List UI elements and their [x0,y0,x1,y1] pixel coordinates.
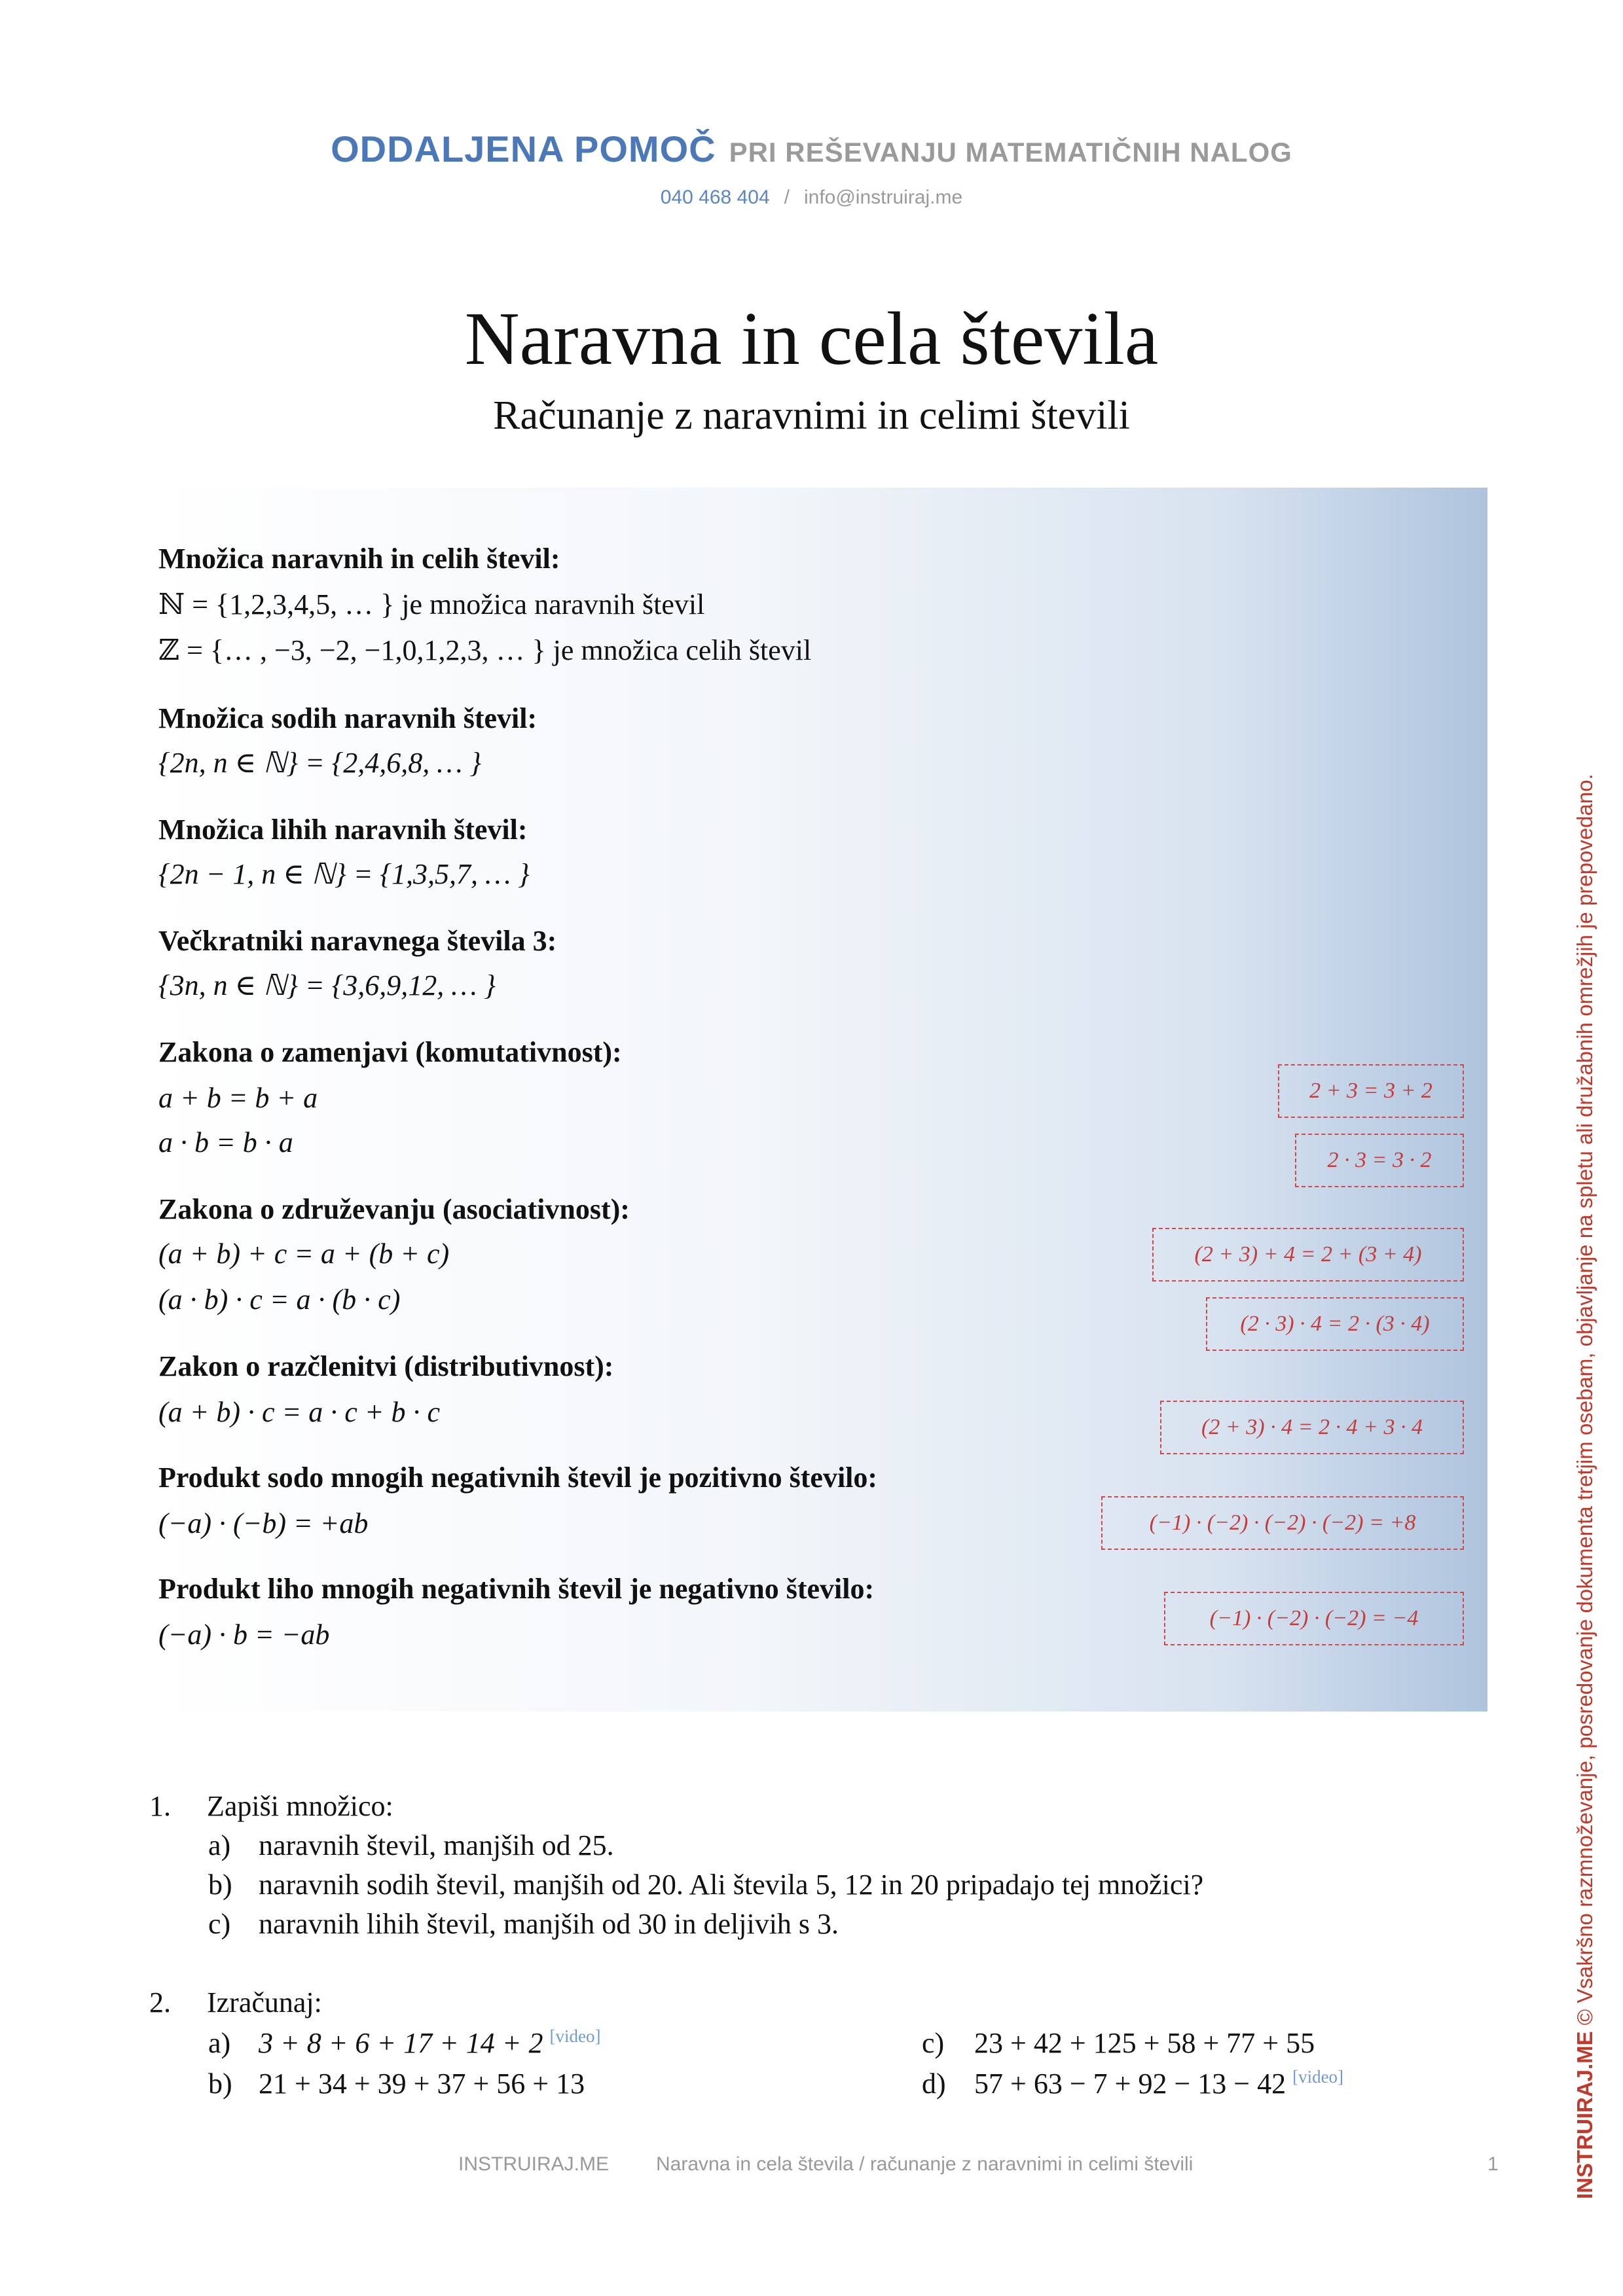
section-heading: Produkt sodo mnogih negativnih števil je pozitivno število: [158,1462,878,1494]
section-line: {2n, n ∈ ℕ} = {2,4,6,8, … } [158,747,482,779]
exercise-item-label: b) [208,2068,232,2100]
section-line: (−a) · b = −ab [158,1619,330,1651]
exercise-item-text: 23 + 42 + 125 + 58 + 77 + 55 [974,2027,1315,2059]
section-line: ℤ = {… , −3, −2, −1,0,1,2,3, … } je množica celih števil [158,634,812,666]
section-heading: Produkt liho mnogih negativnih števil je negativno število: [158,1573,875,1605]
exercise-instruction: Zapiši množico: [207,1790,393,1822]
example-box: 2 · 3 = 3 · 2 [1295,1134,1464,1187]
header-title-sub: PRI REŠEVANJU MATEMATIČNIH NALOG [729,137,1292,168]
footer-brand[interactable]: INSTRUIRAJ.ME [458,2153,610,2175]
exercise-instruction: Izračunaj: [207,1986,322,2018]
section-line: {2n − 1, n ∈ ℕ} = {1,3,5,7, … } [158,858,530,890]
example-box: (−1) · (−2) · (−2) · (−2) = +8 [1101,1496,1464,1550]
example-box: 2 + 3 = 3 + 2 [1278,1064,1464,1118]
copyright-notice [1573,774,1618,2199]
exercise-item-label: b) [208,1869,232,1901]
exercise-item-text: naravnih števil, manjših od 25. [259,1829,614,1861]
example-box: (−1) · (−2) · (−2) = −4 [1164,1592,1464,1645]
copyright-brand: INSTRUIRAJ.ME [1573,2031,1597,2199]
section-heading: Zakona o zamenjavi (komutativnost): [158,1036,622,1068]
exercise-item-text: 21 + 34 + 39 + 37 + 56 + 13 [259,2068,585,2100]
exercise-item-text: naravnih lihih števil, manjših od 30 in deljivih s 3. [259,1908,839,1940]
contact-phone[interactable]: 040 468 404 [660,187,770,208]
header-contact [0,187,1623,209]
copyright-text: © Vsakršno razmnoževanje, posredovanje dokumenta tretjim osebam, objavljanje na spletu ali družabnih omrežjih je prepovedano. [1573,774,1597,2026]
example-box: (2 + 3) + 4 = 2 + (3 + 4) [1152,1228,1464,1282]
document-subtitle: Računanje z naravnimi in celimi števili [493,393,1130,438]
section-line: a + b = b + a [158,1082,318,1114]
exercise-item-label: a) [208,1829,231,1861]
section-line: a · b = b · a [158,1126,293,1158]
section-heading: Zakon o razčlenitvi (distributivnost): [158,1350,614,1382]
section-heading: Množica naravnih in celih števil: [158,543,560,575]
exercise-item-label: c) [208,1908,231,1940]
example-box: (2 + 3) · 4 = 2 · 4 + 3 · 4 [1160,1401,1464,1454]
section-line: (a + b) · c = a · c + b · c [158,1396,440,1428]
exercise-item-text: naravnih sodih števil, manjših od 20. Ali števila 5, 12 in 20 pripadajo tej množici? [259,1869,1204,1901]
section-heading: Množica sodih naravnih števil: [158,702,538,734]
section-heading: Večkratniki naravnega števila 3: [158,925,557,957]
document-title: Naravna in cela števila [464,297,1159,381]
example-box: (2 · 3) · 4 = 2 · (3 · 4) [1206,1297,1464,1351]
exercise-item-label: d) [922,2068,946,2100]
section-heading: Zakona o združevanju (asociativnost): [158,1193,630,1225]
section-line: (−a) · (−b) = +ab [158,1507,369,1539]
footer-doc-title: Naravna in cela števila / računanje z naravnimi in celimi števili [656,2153,1194,2175]
contact-email[interactable]: info@instruiraj.me [803,187,963,208]
header-title-main: ODDALJENA POMOČ [331,128,716,170]
section-line: (a + b) + c = a + (b + c) [158,1238,450,1270]
exercise-number: 1. [149,1790,171,1822]
exercise-number: 2. [149,1986,171,2018]
exercise-item [259,2026,600,2060]
exercise-item [974,2067,1343,2100]
footer-page-number: 1 [1487,2153,1499,2175]
exercise-item-text: 3 + 8 + 6 + 17 + 14 + 2 [259,2027,543,2059]
video-link[interactable]: [video] [1292,2067,1344,2087]
video-link[interactable]: [video] [549,2026,601,2047]
section-line: {3n, n ∈ ℕ} = {3,6,9,12, … } [158,969,496,1001]
section-line: ℕ = {1,2,3,4,5, … } je množica naravnih števil [158,588,705,620]
exercise-item-label: c) [922,2027,945,2059]
section-line: (a · b) · c = a · (b · c) [158,1283,401,1316]
exercise-item-label: a) [208,2027,231,2059]
contact-separator: / [784,187,790,208]
exercise-item-text: 57 + 63 − 7 + 92 − 13 − 42 [974,2068,1286,2100]
section-heading: Množica lihih naravnih števil: [158,814,528,846]
header-title [0,128,1623,170]
